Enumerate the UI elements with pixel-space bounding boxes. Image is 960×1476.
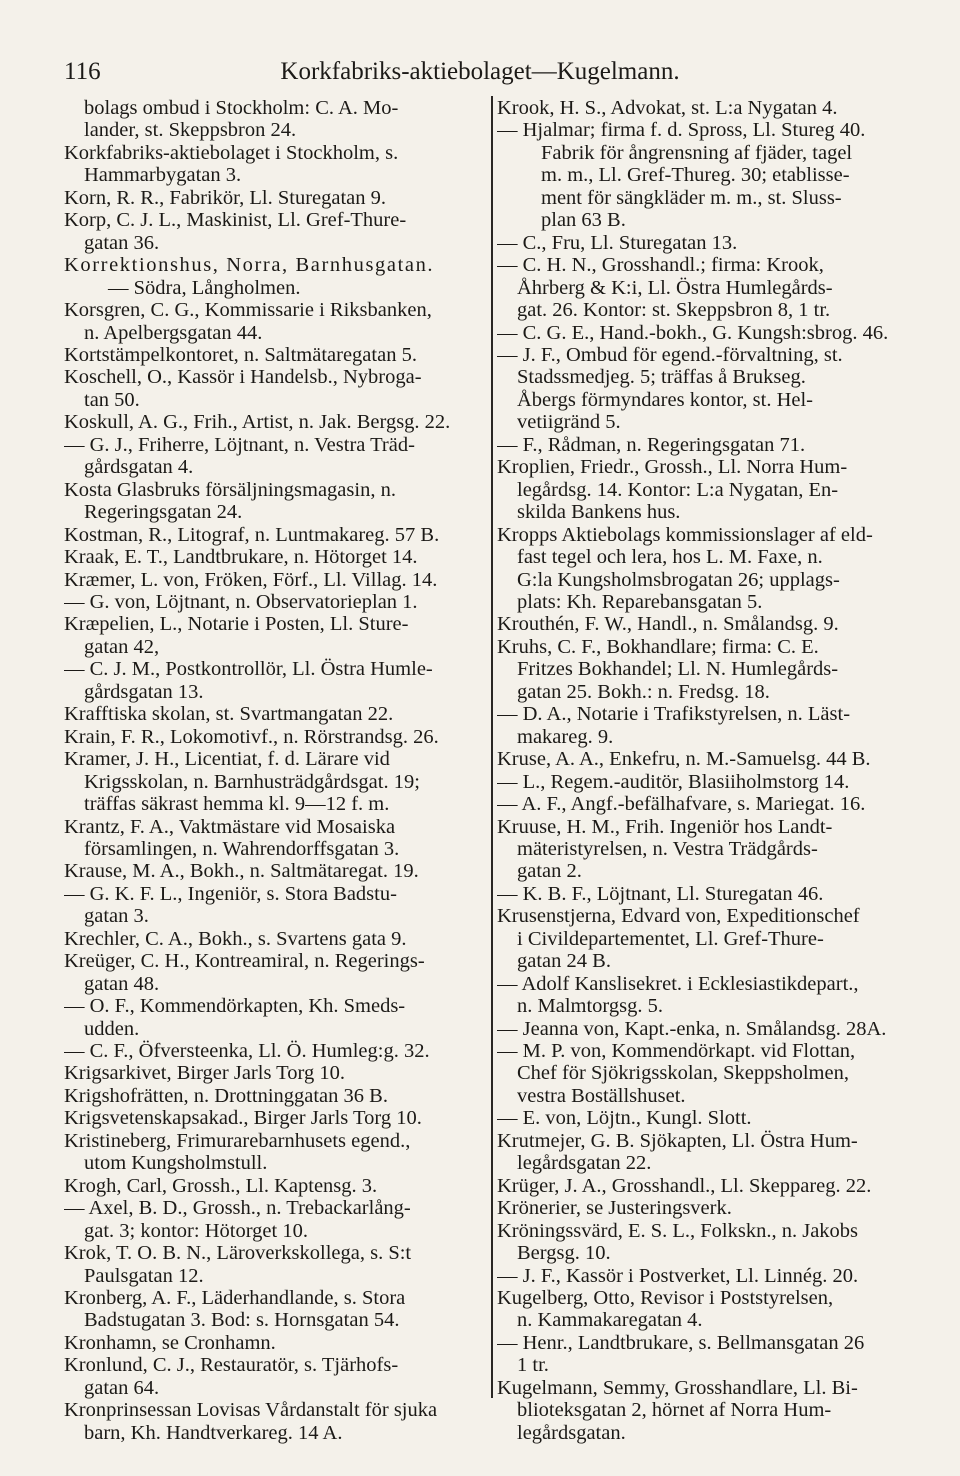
- directory-line: Korkfabriks-aktiebolaget i Stockholm, s.: [64, 141, 399, 164]
- directory-line: — E. von, Löjtn., Kungl. Slott.: [497, 1107, 752, 1130]
- directory-line: Krigsvetenskapsakad., Birger Jarls Torg 10.: [64, 1107, 422, 1130]
- directory-line: Korn, R. R., Fabrikör, Ll. Sturegatan 9.: [64, 186, 387, 209]
- directory-line: Stadssmedjeg. 5; träffas å Brukseg.: [517, 366, 806, 389]
- directory-line: Korsgren, C. G., Kommissarie i Riksbanken,: [64, 299, 432, 322]
- directory-line: G:la Kungsholmsbrogatan 26; upplags-: [517, 568, 840, 591]
- directory-line: Regeringsgatan 24.: [84, 501, 243, 524]
- directory-line: Kramer, J. H., Licentiat, f. d. Lärare vid: [64, 748, 390, 771]
- directory-line: udden.: [84, 1017, 140, 1040]
- directory-line: Fabrik för ångrensning af fjäder, tagel: [541, 141, 853, 164]
- directory-line: — M. P. von, Kommendörkapt. vid Flottan,: [497, 1040, 856, 1063]
- directory-line: plan 63 B.: [541, 209, 626, 232]
- directory-line: Åbergs förmyndares kontor, st. Hel-: [517, 388, 813, 411]
- running-title: Korkfabriks-aktiebolaget—Kugelmann.: [280, 58, 680, 85]
- directory-line: gatan 64.: [84, 1376, 160, 1399]
- directory-line: Krouthén, F. W., Handl., n. Smålandsg. 9.: [497, 613, 839, 636]
- left-column: [64, 97, 489, 1444]
- directory-line: — F., Rådman, n. Regeringsgatan 71.: [497, 433, 806, 456]
- directory-line: — D. A., Notarie i Trafikstyrelsen, n. Läst-: [497, 703, 851, 726]
- directory-line: Krantz, F. A., Vaktmästare vid Mosaiska: [64, 815, 396, 838]
- directory-line: Krusenstjerna, Edvard von, Expeditionschef: [497, 905, 860, 928]
- directory-line: Koskull, A. G., Frih., Artist, n. Jak. Bergsg. 22.: [64, 411, 451, 434]
- directory-line: Krutmejer, G. B. Sjökapten, Ll. Östra Hum-: [497, 1129, 858, 1152]
- directory-line: n. Malmtorgsg. 5.: [517, 995, 663, 1018]
- directory-line: Kosta Glasbruks försäljningsmagasin, n.: [64, 478, 396, 501]
- directory-line: Krogh, Carl, Grossh., Ll. Kaptensg. 3.: [64, 1174, 378, 1197]
- directory-line: Koschell, O., Kassör i Handelsb., Nybroga-: [64, 366, 422, 389]
- directory-line: — Södra, Långholmen.: [108, 276, 301, 299]
- directory-line: — Adolf Kanslisekret. i Ecklesiastikdepart.,: [497, 972, 859, 995]
- directory-line: — Jeanna von, Kapt.-enka, n. Smålandsg. 28A.: [497, 1017, 887, 1040]
- directory-line: — A. F., Angf.-befälhafvare, s. Mariegat. 16.: [497, 793, 866, 816]
- directory-line: Chef för Sjökrigsskolan, Skeppsholmen,: [517, 1062, 849, 1085]
- directory-line: Kronlund, C. J., Restauratör, s. Tjärhofs-: [64, 1354, 399, 1377]
- directory-line: — G. K. F. L., Ingeniör, s. Stora Badstu-: [64, 882, 397, 905]
- directory-line: Korp, C. J. L., Maskinist, Ll. Gref-Thure-: [64, 209, 407, 232]
- directory-line: vetiigränd 5.: [517, 411, 621, 434]
- directory-line: m. m., Ll. Gref-Thureg. 30; etablisse-: [541, 164, 850, 187]
- directory-line: n. Kammakaregatan 4.: [517, 1309, 703, 1332]
- directory-line: legårdsgatan.: [517, 1421, 626, 1444]
- directory-line: — G. von, Löjtnant, n. Observatorieplan 1.: [64, 590, 418, 613]
- directory-line: Krigsarkivet, Birger Jarls Torg 10.: [64, 1062, 345, 1085]
- directory-line: Kræmer, L. von, Fröken, Förf., Ll. Villag. 14.: [64, 568, 438, 591]
- directory-line: — O. F., Kommendörkapten, Kh. Smeds-: [64, 995, 406, 1018]
- directory-line: träffas säkrast hemma kl. 9—12 f. m.: [84, 793, 390, 816]
- directory-line: Paulsgatan 12.: [84, 1264, 204, 1287]
- directory-line: Krafftiska skolan, st. Svartmangatan 22.: [64, 703, 394, 726]
- directory-line: — K. B. F., Löjtnant, Ll. Sturegatan 46.: [497, 882, 824, 905]
- right-column: [497, 97, 921, 1444]
- directory-line: Kruse, A. A., Enkefru, n. M.-Samuelsg. 44 B.: [497, 748, 871, 771]
- directory-line: Krok, T. O. B. N., Läroverkskollega, s. S:t: [64, 1242, 412, 1265]
- directory-line: — C. H. N., Grosshandl.; firma: Krook,: [497, 254, 824, 277]
- directory-line: Kortstämpelkontoret, n. Saltmätaregatan 5.: [64, 343, 417, 366]
- directory-line: Kronberg, A. F., Läderhandlande, s. Stora: [64, 1287, 406, 1310]
- directory-line: gatan 25. Bokh.: n. Fredsg. 18.: [517, 680, 770, 703]
- directory-line: församlingen, n. Wahrendorffsgatan 3.: [84, 837, 400, 860]
- directory-line: gat. 26. Kontor: st. Skeppsbron 8, 1 tr.: [517, 299, 831, 322]
- directory-line: gat. 3; kontor: Hötorget 10.: [84, 1219, 308, 1242]
- directory-line: Krigsskolan, n. Barnhusträdgårdsgat. 19;: [84, 770, 420, 793]
- directory-line: gatan 2.: [517, 860, 582, 883]
- directory-line: ment för sängkläder m. m., st. Sluss-: [541, 186, 842, 209]
- directory-line: — C. G. E., Hand.-bokh., G. Kungsh:sbrog. 46.: [497, 321, 889, 344]
- directory-line: Kruuse, H. M., Frih. Ingeniör hos Landt-: [497, 815, 833, 838]
- directory-line: Kostman, R., Litograf, n. Luntmakareg. 57 B.: [64, 523, 440, 546]
- directory-line: utom Kungsholmstull.: [84, 1152, 268, 1175]
- directory-line: — Henr., Landtbrukare, s. Bellmansgatan 26: [497, 1331, 865, 1354]
- directory-line: mäteristyrelsen, n. Vestra Trädgårds-: [517, 837, 818, 860]
- directory-line: Kropps Aktiebolags kommissionslager af eld-: [497, 523, 873, 546]
- directory-line: fast tegel och lera, hos L. M. Faxe, n.: [517, 546, 823, 569]
- directory-line: — J. F., Ombud för egend.-förvaltning, st.: [497, 343, 843, 366]
- directory-line: Kronhamn, se Cronhamn.: [64, 1331, 276, 1354]
- directory-line: Fritzes Bokhandel; Ll. N. Humlegårds-: [517, 658, 839, 681]
- directory-line: 1 tr.: [517, 1354, 549, 1377]
- directory-line: Kræpelien, L., Notarie i Posten, Ll. Sture-: [64, 613, 409, 636]
- directory-line: Kröningssvärd, E. S. L., Folkskn., n. Jakobs: [497, 1219, 859, 1242]
- directory-line: — C. J. M., Postkontrollör, Ll. Östra Humle-: [64, 658, 433, 681]
- directory-line: i Civildepartementet, Ll. Gref-Thure-: [517, 927, 824, 950]
- directory-line: blioteksgatan 2, hörnet af Norra Hum-: [517, 1399, 832, 1422]
- directory-line: gatan 48.: [84, 972, 160, 995]
- directory-line: — G. J., Friherre, Löjtnant, n. Vestra Träd-: [64, 433, 415, 456]
- directory-line: Kugelmann, Semmy, Grosshandlare, Ll. Bi-: [497, 1376, 858, 1399]
- directory-line: Kraak, E. T., Landtbrukare, n. Hötorget 14.: [64, 546, 418, 569]
- directory-line: gårdsgatan 13.: [84, 680, 204, 703]
- directory-line: Krüger, J. A., Grosshandl., Ll. Skeppareg. 22.: [497, 1174, 872, 1197]
- directory-line: plats: Kh. Reparebansgatan 5.: [517, 590, 763, 613]
- directory-line: Krönerier, se Justeringsverk.: [497, 1197, 732, 1220]
- directory-line: Krook, H. S., Advokat, st. L:a Nygatan 4.: [497, 97, 838, 119]
- directory-line: Badstugatan 3. Bod: s. Hornsgatan 54.: [84, 1309, 400, 1332]
- directory-line: Kruhs, C. F., Bokhandlare; firma: C. E.: [497, 635, 819, 658]
- directory-line: — C., Fru, Ll. Sturegatan 13.: [497, 231, 738, 254]
- directory-line: barn, Kh. Handtverkareg. 14 A.: [84, 1421, 343, 1444]
- directory-line: skilda Bankens hus.: [517, 501, 681, 524]
- directory-line: — J. F., Kassör i Postverket, Ll. Linnég. 20.: [497, 1264, 859, 1287]
- page-header: [0, 58, 960, 98]
- directory-line: Hammarbygatan 3.: [84, 164, 242, 187]
- directory-line: legårdsgatan 22.: [517, 1152, 652, 1175]
- directory-line: n. Apelbergsgatan 44.: [84, 321, 263, 344]
- directory-line: Krause, M. A., Bokh., n. Saltmätaregat. 19.: [64, 860, 419, 883]
- directory-line: — Axel, B. D., Grossh., n. Trebackarlång-: [64, 1197, 411, 1220]
- directory-line: Krain, F. R., Lokomotivf., n. Rörstrandsg. 26.: [64, 725, 439, 748]
- directory-line: lander, st. Skeppsbron 24.: [84, 119, 297, 142]
- directory-line: Kristineberg, Frimurarebarnhusets egend.,: [64, 1129, 411, 1152]
- directory-line: gårdsgatan 4.: [84, 456, 194, 479]
- directory-line: — L., Regem.-auditör, Blasiiholmstorg 14.: [497, 770, 850, 793]
- page-number: 116: [64, 58, 101, 85]
- column-divider: [491, 96, 493, 1398]
- directory-line: tan 50.: [84, 388, 140, 411]
- directory-line: — C. F., Öfversteenka, Ll. Ö. Humleg:g. 32.: [64, 1040, 430, 1063]
- directory-line: gatan 3.: [84, 905, 149, 928]
- directory-line: Kugelberg, Otto, Revisor i Poststyrelsen,: [497, 1287, 834, 1310]
- directory-line: Kroplien, Friedr., Grossh., Ll. Norra Hum-: [497, 456, 848, 479]
- directory-line: Åhrberg & K:i, Ll. Östra Humlegårds-: [517, 276, 833, 299]
- directory-line: Krigshofrätten, n. Drottninggatan 36 B.: [64, 1084, 388, 1107]
- directory-line: vestra Boställshuset.: [517, 1084, 686, 1107]
- directory-line: — Hjalmar; firma f. d. Spross, Ll. Stureg 40.: [497, 119, 866, 142]
- directory-line: gatan 36.: [84, 231, 160, 254]
- directory-line: legårdsg. 14. Kontor: L:a Nygatan, En-: [517, 478, 839, 501]
- directory-line: Bergsg. 10.: [517, 1242, 611, 1265]
- directory-line: gatan 42,: [84, 635, 160, 658]
- directory-line: Krechler, C. A., Bokh., s. Svartens gata 9.: [64, 927, 407, 950]
- directory-line: Kreüger, C. H., Kontreamiral, n. Regerings-: [64, 950, 425, 973]
- directory-line: Kronprinsessan Lovisas Vårdanstalt för sjuka: [64, 1399, 438, 1422]
- directory-line: gatan 24 B.: [517, 950, 611, 973]
- directory-line: Korrektionshus, Norra, Barnhusgatan.: [64, 254, 435, 277]
- directory-line: bolags ombud i Stockholm: C. A. Mo-: [84, 97, 399, 119]
- directory-line: makareg. 9.: [517, 725, 614, 748]
